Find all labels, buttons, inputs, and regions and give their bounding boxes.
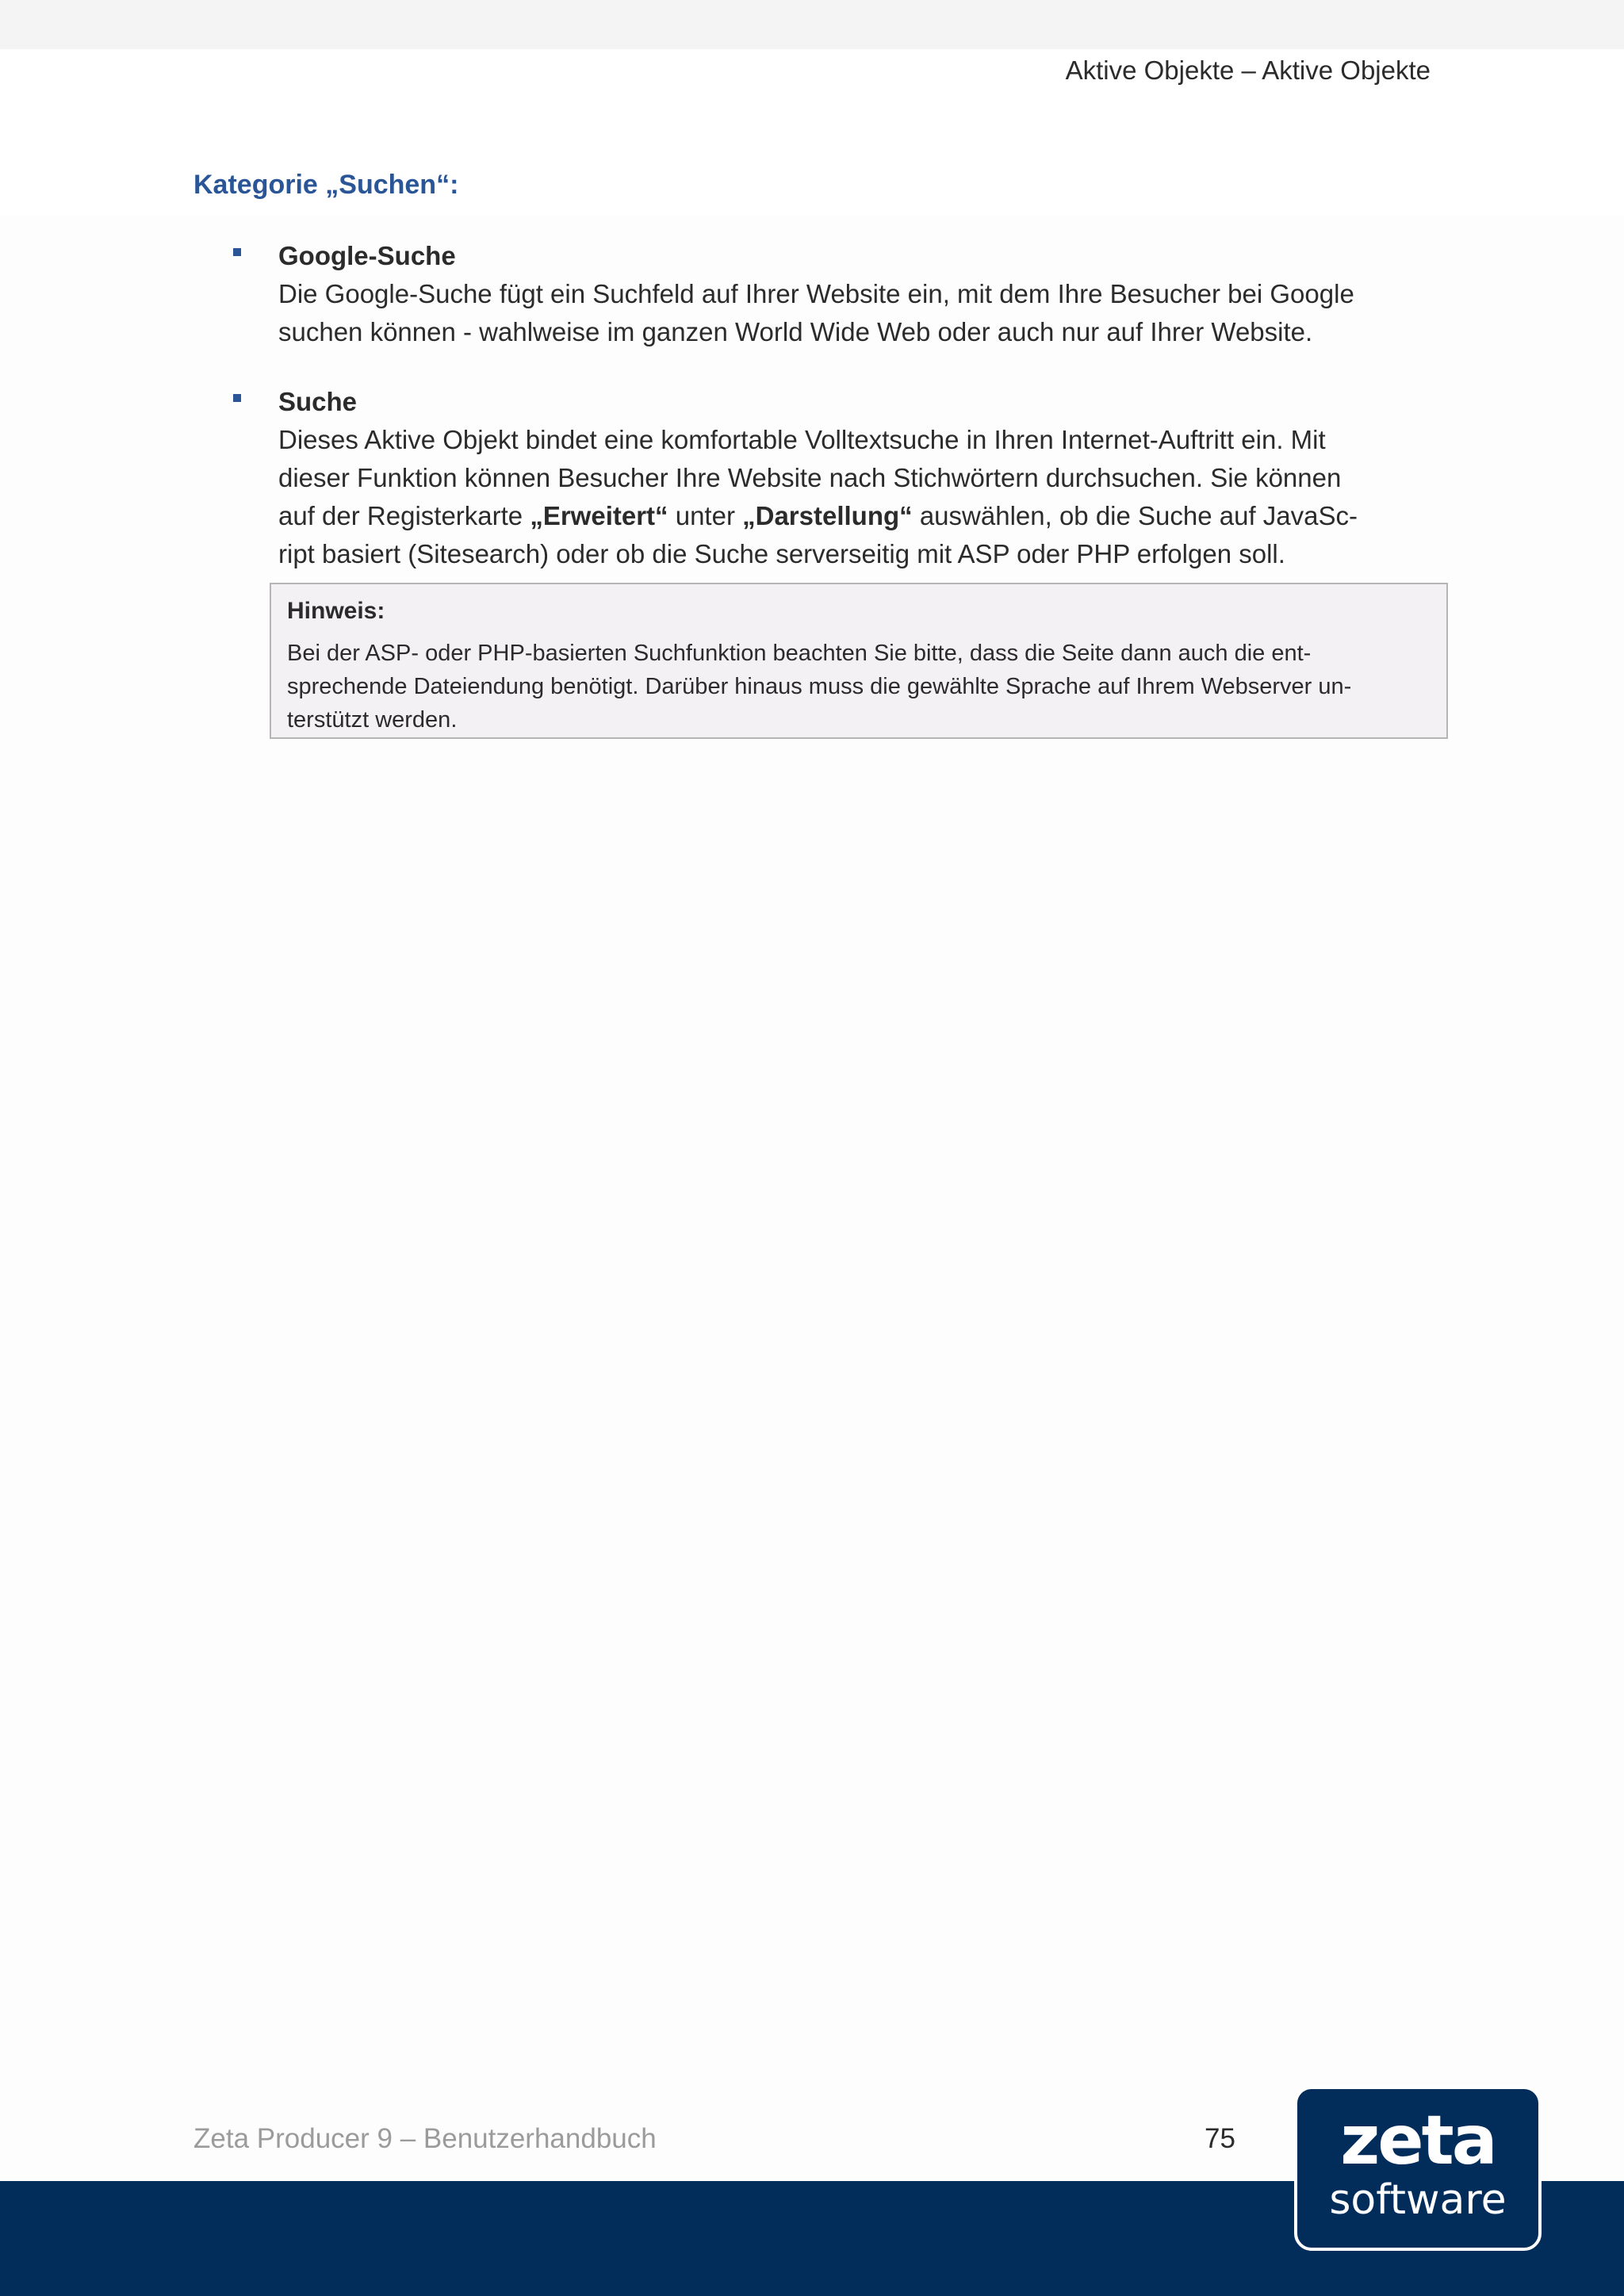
- zeta-software-logo: [1294, 2086, 1542, 2251]
- page-number: 75: [1205, 2123, 1235, 2154]
- running-header: Aktive Objekte – Aktive Objekte: [1065, 55, 1431, 85]
- item-text-line: [278, 497, 1412, 535]
- top-strip: [0, 0, 1624, 49]
- item-title: Suche: [278, 387, 358, 416]
- list-item-google-suche: [278, 237, 1412, 351]
- item-text-line: Die Google-Suche fügt ein Suchfeld auf Ihrer Website ein, mit dem Ihre Besucher bei Google: [278, 279, 1354, 308]
- option-group-name: „Darstellung“: [742, 501, 913, 530]
- square-bullet-icon: [233, 394, 241, 402]
- note-text-line: terstützt werden.: [287, 707, 458, 733]
- item-text-line: ript basiert (Sitesearch) oder ob die Suche serverseitig mit ASP oder PHP erfolgen soll.: [278, 539, 1285, 568]
- register-tab-name: „Erweitert“: [530, 501, 668, 530]
- text-run: auswählen, ob die Suche auf JavaSc-: [912, 501, 1358, 530]
- logo-wordmark-zeta: zeta: [1340, 2101, 1496, 2180]
- item-text-line: suchen können - wahlweise im ganzen World Wide Web oder auch nur auf Ihrer Website.: [278, 317, 1313, 346]
- logo-wordmark-software: software: [1329, 2176, 1507, 2224]
- section-title: Kategorie „Suchen“:: [193, 170, 459, 200]
- text-run: unter: [668, 501, 743, 530]
- item-text-line: dieser Funktion können Besucher Ihre Website nach Stichwörtern durchsuchen. Sie können: [278, 463, 1342, 492]
- note-text-line: sprechende Dateiendung benötigt. Darüber hinaus muss die gewählte Sprache auf Ihrem Webserver un-: [287, 674, 1352, 699]
- note-text-line: Bei der ASP- oder PHP-basierten Suchfunktion beachten Sie bitte, dass die Seite dann auch die ent-: [287, 641, 1312, 666]
- note-title: Hinweis:: [287, 598, 385, 624]
- note-box: [270, 583, 1448, 739]
- text-run: auf der Registerkarte: [278, 501, 530, 530]
- item-title: Google-Suche: [278, 241, 456, 270]
- list-item-suche: [278, 383, 1412, 573]
- item-text-line: Dieses Aktive Objekt bindet eine komfortable Volltextsuche in Ihren Internet-Auftritt ein. Mit: [278, 425, 1326, 454]
- footer-book-title: Zeta Producer 9 – Benutzerhandbuch: [193, 2123, 657, 2154]
- square-bullet-icon: [233, 248, 241, 256]
